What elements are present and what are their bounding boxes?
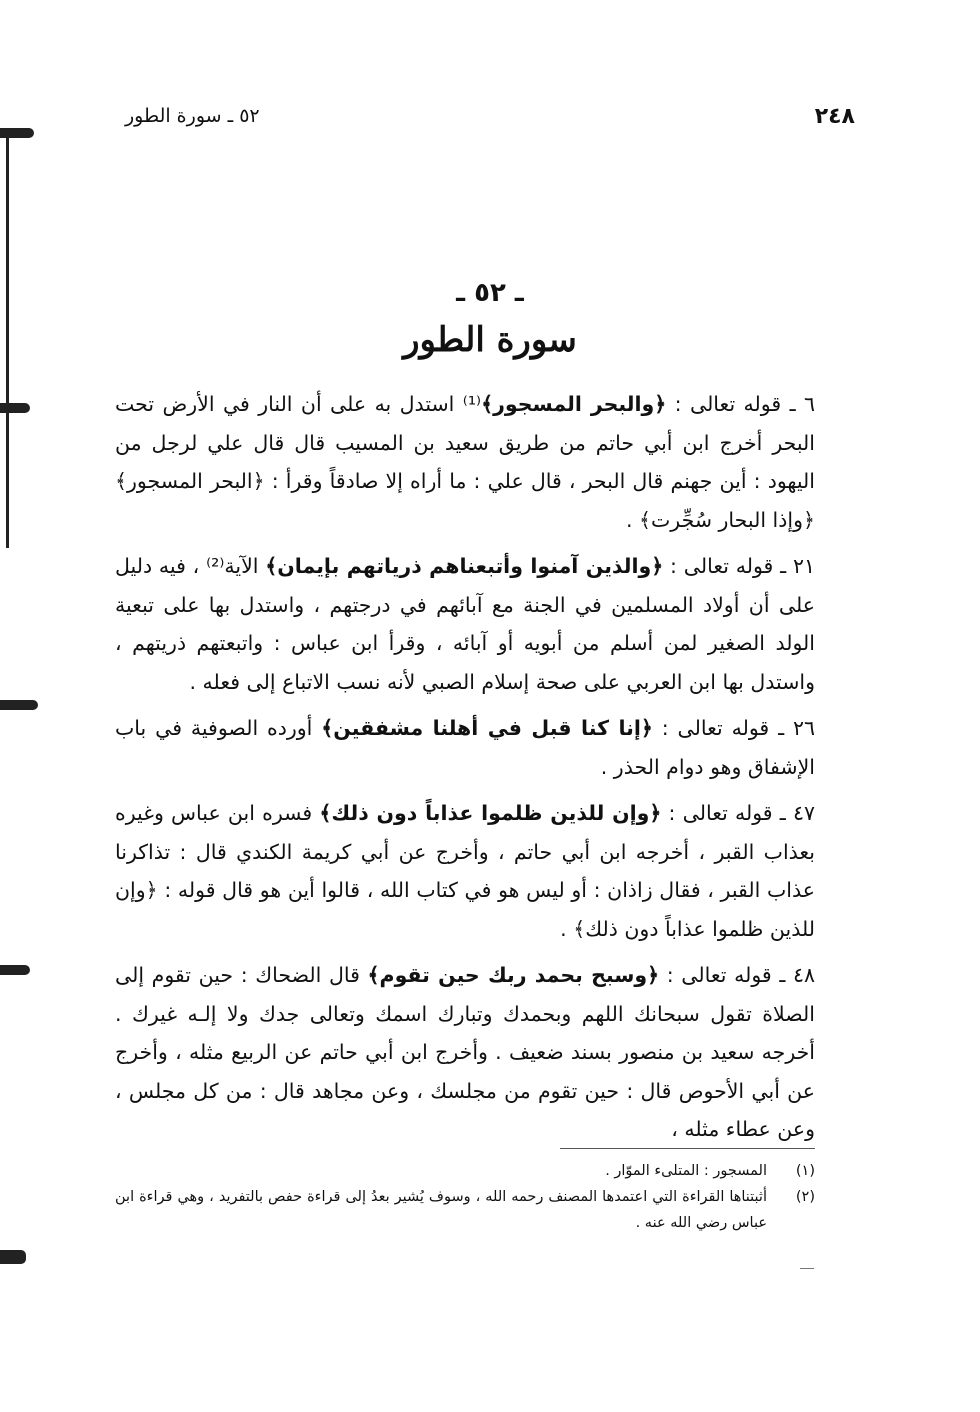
scan-artifact-dash [800,1268,814,1269]
running-header [125,96,855,136]
verse-paragraph [115,709,815,786]
commentary-text: أورده الصوفية في باب الإشفاق وهو دوام الحذر . [115,716,815,779]
verse-reference: ٢٦ ـ قوله تعالى : [652,716,815,740]
verse-quote: ﴿إنا كنا قبل في أهلنا مشفقين﴾ [321,716,653,740]
verse-reference: ٢١ ـ قوله تعالى : [663,554,815,578]
commentary-body [115,385,815,1157]
verse-reference: ٤٧ ـ قوله تعالى : [661,801,815,825]
verse-paragraph [115,956,815,1149]
commentary-text: قال الضحاك : حين تقوم إلى الصلاة تقول سبحانك اللهم وبحمدك وتبارك اسمك وتعالى جدك ولا إلـه غيرك . أخرجه سعيد بن منصور بسند ضعيف . وأخرج ابن أبي حاتم عن الربيع مثله ، وأخرج عن أبي الأحوص قال : حين تقوم من مجلسك ، وعن مجاهد قال : من كل مجلس ، وعن عطاء مثله ، [115,963,815,1141]
page-number: ٢٤٨ [814,103,855,129]
scan-margin-mark [0,965,30,975]
footnote-divider [560,1148,815,1149]
verse-quote: ﴿وسبح بحمد ربك حين تقوم﴾ [367,963,660,987]
scan-margin-mark [0,700,38,710]
footnote [115,1158,815,1184]
footnote-number: (٢) [795,1189,815,1205]
footnotes [115,1158,815,1236]
footnote-text: أثبتناها القراءة التي اعتمدها المصنف رحمه الله ، وسوف يُشير بعدُ إلى قراءة حفص بالتفريد ، وهي قراءة ابن عباس رضي الله عنه . [115,1189,767,1231]
scan-margin-mark [0,1250,26,1264]
scan-margin-mark [0,403,30,413]
surah-title: سورة الطور [403,320,577,360]
commentary-text: الآية⁽²⁾ ، فيه دليل على أن أولاد المسلمين في الجنة مع آبائهم في درجتهم ، واستدل بها على تبعية الولد الصغير لمن أسلم من أبويه أو آبائه ، وقرأ ابن عباس : واتبعتهم ذريتهم ، واستدل بها ابن العربي على صحة إسلام الصبي لأنه نسب الاتباع إلى فعله . [115,554,815,694]
verse-quote: ﴿وإن للذين ظلموا عذاباً دون ذلك﴾ [319,801,662,825]
verse-reference: ٦ ـ قوله تعالى : [666,392,816,416]
commentary-text: فسره ابن عباس وغيره بعذاب القبر ، أخرجه ابن أبي حاتم ، وأخرج عن أبي كريمة الكندي قال : تذاكرنا عذاب القبر ، فقال زاذان : أو ليس هو في كتاب الله ، قالوا أين هو قال قوله : ﴿وإن للذين ظلموا عذاباً دون ذلك﴾ . [115,801,815,941]
scan-margin-mark [0,128,34,138]
verse-reference: ٤٨ ـ قوله تعالى : [659,963,815,987]
running-title: ٥٢ ـ سورة الطور [125,105,260,127]
footnote-text: المسجور : المتلىء الموّار . [605,1163,767,1179]
verse-paragraph [115,385,815,539]
commentary-text: ⁽¹⁾ استدل به على أن النار في الأرض تحت البحر أخرج ابن أبي حاتم من طريق سعيد بن المسيب قال قال علي لرجل من اليهود : أين جهنم قال البحر ، قال علي : ما أراه إلا صادقاً وقرأ : ﴿البحر المسجور﴾ ﴿وإذا البحار سُجِّرت﴾ . [115,392,815,532]
surah-number: ـ ٥٢ ـ [456,278,524,308]
verse-paragraph [115,794,815,948]
footnote [115,1184,815,1236]
verse-quote: ﴿والذين آمنوا وأتبعناهم ذرياتهم بإيمان﴾ [265,554,664,578]
footnote-number: (١) [795,1163,815,1179]
verse-paragraph [115,547,815,701]
verse-quote: ﴿والبحر المسجور﴾ [481,392,667,416]
